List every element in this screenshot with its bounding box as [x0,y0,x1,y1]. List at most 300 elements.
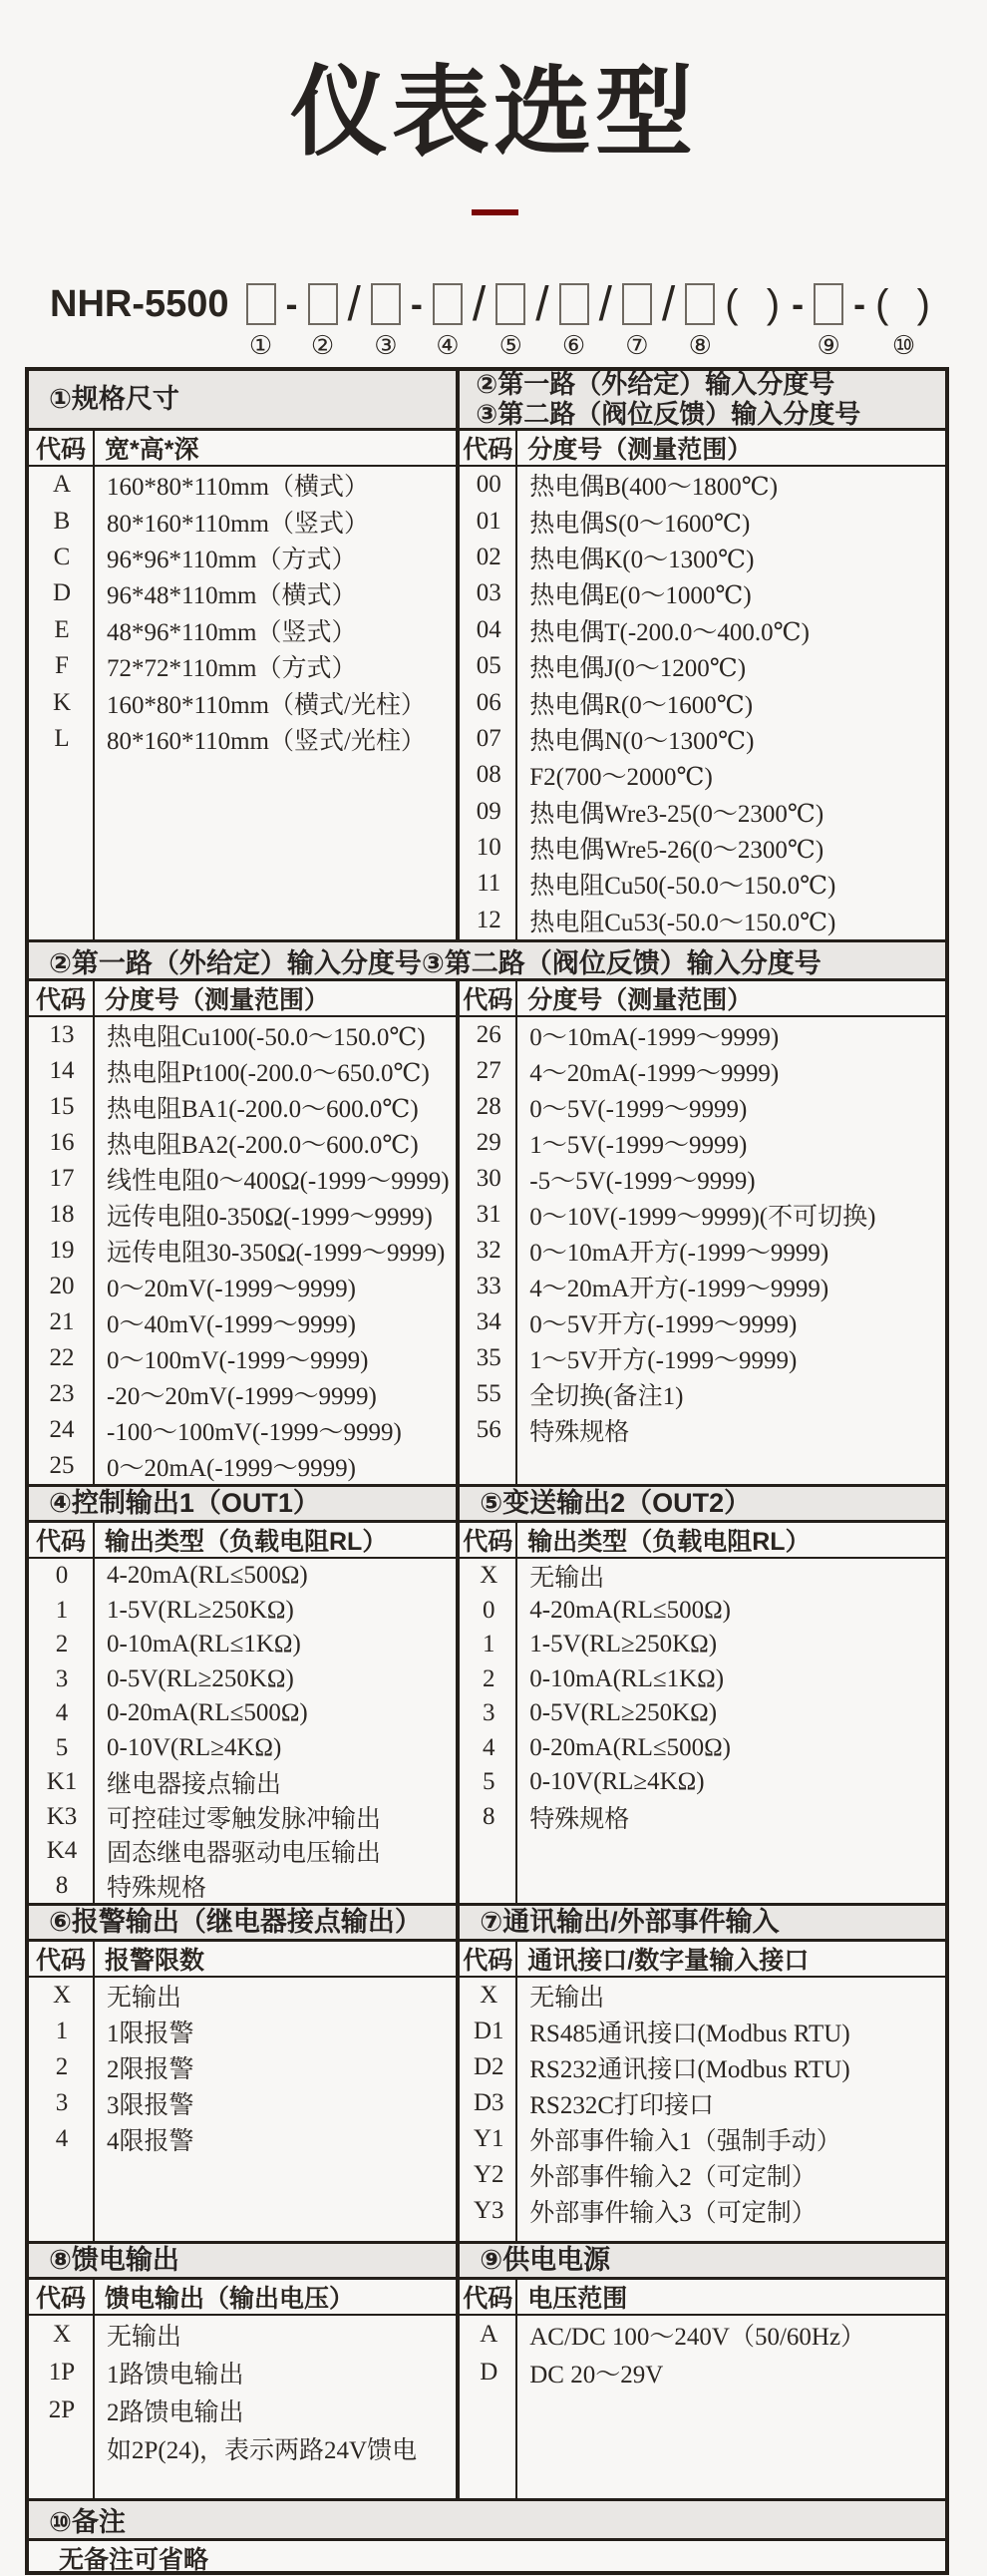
table-row [29,2392,456,2429]
section-title-text: ⑦通讯输出/外部事件输入 [480,1907,780,1938]
column-header-desc: 输出类型（负载电阻RL） [527,1528,811,1556]
model-separator: - [853,283,866,324]
selection-table [25,367,949,2575]
section-title-text: ⑧馈电输出 [49,2245,179,2276]
table-body [29,1017,456,1484]
table-row [29,1834,456,1869]
model-position-label: ⑤ [498,331,522,361]
row-code-cell: 0 [55,1562,69,1590]
row-code-cell: D [480,2359,498,2386]
row-code-cell: 25 [49,1452,75,1479]
row-desc-cell: 0～5V开方(-1999～9999) [529,1311,798,1338]
model-token [433,283,463,361]
column-header-code: 代码 [29,981,95,1015]
row-code-cell: A [480,2321,498,2348]
row-desc-cell: 热电偶K(0～1300℃) [529,546,755,573]
table-row [460,1662,945,1697]
column-header-code: 代码 [29,2280,95,2314]
row-code-cell: Y2 [473,2161,504,2188]
model-code-line [0,277,987,361]
column-header-desc: 馈电输出（输出电压） [105,2285,355,2313]
table-body [29,2316,456,2498]
row-desc-cell: 0-5V(RL≥250KΩ) [529,1699,718,1727]
table-row [460,684,945,720]
row-desc-cell: 0～10V(-1999～9999)(不可切换) [529,1204,876,1231]
row-desc-cell: 80*160*110mm（竖式） [107,510,369,538]
model-token [286,283,298,325]
table-row [460,1731,945,1766]
table-row [29,540,456,575]
row-desc-cell: 160*80*110mm（横式/光柱） [107,691,426,719]
model-token [308,283,338,361]
table-row [460,2049,945,2085]
row-code-cell: D [52,579,72,607]
table-row [460,1197,945,1233]
row-code-cell: 03 [476,579,501,607]
model-token [598,277,612,331]
table-row [460,1559,945,1594]
row-code-cell: 20 [49,1273,75,1299]
model-code-box [622,283,652,325]
table-row [29,1448,456,1484]
row-code-cell: 1P [48,2359,76,2386]
row-desc-cell: 2路馈电输出 [107,2399,244,2426]
table-row [29,1053,456,1089]
table-row [29,1412,456,1448]
table-row [460,1978,945,2014]
row-code-cell: E [54,615,70,643]
row-code-cell: 33 [476,1273,501,1299]
row-code-cell: 2 [55,2053,69,2080]
table-row [29,2085,456,2121]
table-row [29,1765,456,1800]
table-row [460,1233,945,1269]
row-desc-cell: 热电偶R(0～1600℃) [529,691,754,719]
section-alarm-output [29,1906,456,2241]
row-code-cell: 06 [476,688,501,716]
row-code-cell: X [52,2321,72,2348]
red-divider [472,209,518,215]
remarks-note: 无备注可省略 [59,2546,209,2574]
input-scale-right [456,981,945,1484]
section-feed-output [29,2244,456,2498]
section-alarm-and-comms [29,1903,945,2241]
row-desc-cell: 热电偶T(-200.0～400.0℃) [529,618,810,646]
table-row [460,1269,945,1304]
table-row [460,2085,945,2121]
table-row [460,612,945,648]
section-control-output-1 [29,1487,456,1903]
model-separator: ( ) [725,281,783,326]
model-code-box [685,283,715,325]
row-desc-cell: 0-20mA(RL≤500Ω) [529,1733,731,1761]
section-title-text: ⑤变送输出2（OUT2） [480,1488,752,1519]
row-desc-cell: 4限报警 [107,2128,194,2155]
table-row [460,1376,945,1412]
table-row [29,1197,456,1233]
row-desc-cell: 热电阻BA2(-200.0～600.0℃) [107,1132,419,1159]
row-code-cell: K4 [46,1837,78,1865]
row-desc-cell: 1-5V(RL≥250KΩ) [529,1631,718,1658]
model-separator: - [410,283,423,324]
column-header-row [460,2280,945,2316]
model-code-box [495,283,525,325]
row-desc-cell: 无输出 [529,1985,605,2012]
row-desc-cell: 外部事件输入3（可定制） [529,2200,817,2227]
model-separator: - [792,283,805,324]
row-code-cell: 17 [49,1165,75,1192]
table-row [460,794,945,830]
row-code-cell: 2 [55,1631,69,1658]
row-desc-cell: 1～5V开方(-1999～9999) [529,1347,798,1374]
table-row [29,648,456,684]
model-token [495,283,525,361]
row-code-cell: 34 [476,1308,501,1335]
section-title-text: ④控制输出1（OUT1） [49,1488,320,1519]
row-desc-cell: 外部事件输入2（可定制） [529,2164,817,2191]
model-separator: - [285,283,298,324]
row-desc-cell: 0～10mA(-1999～9999) [529,1024,780,1051]
row-desc-cell: 外部事件输入1（强制手动） [529,2128,841,2155]
column-header-row [29,431,456,467]
model-position-label: ⑨ [817,331,840,361]
column-header-code: 代码 [29,431,95,465]
row-code-cell: 55 [476,1380,501,1407]
section-input-scale-2 [29,939,945,1484]
section-title [29,371,456,431]
column-header-desc: 分度号（测量范围） [527,986,753,1014]
model-position-label: ② [310,331,335,361]
table-row [29,721,456,757]
row-code-cell: 1 [55,1596,69,1624]
row-code-cell: Y1 [473,2125,504,2152]
table-row [29,684,456,720]
section-title-line2: ③第二路（阀位反馈）输入分度号 [476,398,861,429]
model-code-box [559,283,589,325]
row-desc-cell: 0～20mA(-1999～9999) [107,1455,356,1482]
model-position-label: ⑦ [625,331,649,361]
row-code-cell: D2 [473,2053,504,2080]
column-header-row [460,1523,945,1559]
table-row [460,1412,945,1448]
table-row [29,1731,456,1766]
table-row [29,612,456,648]
table-row [460,1765,945,1800]
row-desc-cell: 1-5V(RL≥250KΩ) [107,1596,294,1624]
table-row [460,757,945,793]
table-row [29,2014,456,2049]
table-row [29,1304,456,1340]
row-desc-cell: 热电阻Cu53(-50.0～150.0℃) [529,909,836,936]
row-desc-cell: RS232C打印接口 [529,2092,715,2119]
row-code-cell: 2P [48,2396,76,2423]
model-token [246,283,276,361]
table-row [29,1662,456,1697]
section-title: ⑩备注 [29,2501,945,2541]
row-code-cell: 4 [483,1733,495,1761]
table-row [29,1017,456,1053]
row-code-cell: 8 [483,1802,495,1830]
column-header-desc: 电压范围 [527,2285,628,2313]
row-desc-cell: 96*48*110mm（横式） [107,582,357,610]
row-code-cell: 27 [476,1057,501,1084]
row-desc-cell: 特殊规格 [529,1805,630,1833]
table-row [460,2121,945,2157]
row-code-cell: 01 [476,507,501,535]
table-row [460,1340,945,1376]
row-desc-cell: 0～10mA开方(-1999～9999) [529,1240,829,1267]
row-desc-cell: RS485通讯接口(Modbus RTU) [529,2021,850,2047]
column-header-desc: 分度号（测量范围） [105,986,330,1014]
row-desc-cell: 0～5V(-1999～9999) [529,1096,748,1123]
row-code-cell: 05 [476,652,501,680]
row-desc-cell: 0～100mV(-1999～9999) [107,1347,369,1374]
row-code-cell: 29 [476,1129,501,1156]
model-position-label: ⑩ [891,331,916,361]
row-code-cell: F [55,652,69,680]
section-title-line1: ②第一路（外给定）输入分度号 [476,369,835,400]
model-code-box [308,283,338,325]
row-desc-cell: 热电偶B(400～1800℃) [529,474,779,502]
section-transmit-output-2 [456,1487,945,1903]
row-code-cell: D1 [473,2018,504,2044]
table-body [460,1559,945,1903]
table-row [460,2354,945,2392]
model-token [622,283,652,361]
column-header-row [29,1523,456,1559]
row-desc-cell: 0-10V(RL≥4KΩ) [107,1733,282,1761]
row-desc-cell: 1～5V(-1999～9999) [529,1132,748,1159]
row-code-cell: 13 [49,1021,75,1048]
model-code-box [246,283,276,325]
table-row [29,1978,456,2014]
row-desc-cell: 特殊规格 [529,1419,630,1446]
row-code-cell: 3 [55,2089,69,2116]
table-row [460,1161,945,1197]
table-body [29,1559,456,1903]
model-separator: / [535,277,549,331]
input-scale-left [29,981,456,1484]
row-code-cell: 31 [476,1201,501,1228]
table-row [29,1559,456,1594]
row-code-cell: 09 [476,797,501,825]
row-code-cell: 32 [476,1237,501,1264]
row-desc-cell: 80*160*110mm（竖式/光柱） [107,727,426,755]
row-code-cell: 22 [49,1344,75,1371]
row-code-cell: 3 [55,1664,69,1692]
row-code-cell: 1 [55,2018,69,2044]
row-desc-cell: 可控硅过零触发脉冲输出 [107,1805,382,1833]
model-token [411,283,423,325]
section-title-text: ⑨供电电源 [480,2245,611,2276]
row-desc-cell: 0-10V(RL≥4KΩ) [529,1768,705,1796]
row-desc-cell: 160*80*110mm（横式） [107,474,369,502]
column-header-code: 代码 [460,1942,517,1976]
row-desc-cell: 4-20mA(RL≤500Ω) [107,1562,308,1590]
section-title [460,2244,945,2280]
table-row [460,1089,945,1125]
row-code-cell: 4 [55,2125,69,2152]
column-header-code: 代码 [29,1942,95,1976]
column-header-row [460,981,945,1017]
row-desc-cell: 固态继电器驱动电压输出 [107,1840,382,1868]
section-outputs [29,1484,945,1903]
page-title: 仪表选型 [289,57,697,167]
row-desc-cell: 热电偶E(0～1000℃) [529,582,752,610]
row-code-cell: A [52,471,72,499]
row-desc-cell: 0～20mV(-1999～9999) [107,1276,356,1302]
row-desc-cell: 0～40mV(-1999～9999) [107,1311,356,1338]
section-title-text: ⑥报警输出（继电器接点输出） [49,1907,422,1938]
row-desc-cell: 4～20mA(-1999～9999) [529,1060,780,1087]
column-header-code: 代码 [460,981,517,1015]
row-desc-cell: 2限报警 [107,2056,194,2083]
row-desc-cell: 继电器接点输出 [107,1771,282,1799]
row-desc-cell: 0-20mA(RL≤500Ω) [107,1699,308,1727]
column-header-row [460,431,945,467]
row-code-cell: 2 [483,1664,495,1692]
table-row [29,1628,456,1662]
model-token [725,283,782,325]
table-body [460,467,945,939]
row-code-cell: K [52,688,72,716]
model-token [685,283,715,361]
table-row [29,2429,456,2467]
table-row [29,1233,456,1269]
row-desc-cell: -5～5V(-1999～9999) [529,1168,756,1195]
table-row [460,2193,945,2229]
table-row [29,2049,456,2085]
row-code-cell: B [53,507,71,535]
row-desc-cell: 72*72*110mm（方式） [107,655,357,683]
column-header-row [29,2280,456,2316]
row-desc-cell: 远传电阻30-350Ω(-1999～9999) [107,1240,446,1267]
model-token [472,277,487,331]
table-row [460,1800,945,1835]
table-row [29,1696,456,1731]
row-desc-cell: 0-10mA(RL≤1KΩ) [529,1664,725,1692]
row-code-cell: D3 [473,2089,504,2116]
table-row [460,1053,945,1089]
row-desc-cell: 96*96*110mm（方式） [107,546,357,573]
section-feed-and-power [29,2241,945,2498]
section-remarks [29,2498,945,2574]
row-code-cell: 56 [476,1416,501,1443]
section-title [460,371,945,431]
row-code-cell: 10 [476,834,501,862]
row-desc-cell: 热电偶Wre3-25(0～2300℃) [529,800,824,828]
table-row [460,648,945,684]
row-desc-cell: 热电偶Wre5-26(0～2300℃) [529,837,824,865]
column-header-row [460,1942,945,1978]
table-row [29,1340,456,1376]
row-code-cell: 07 [476,724,501,752]
table-row [460,575,945,611]
row-code-cell: 08 [476,761,501,789]
section-title [29,1487,456,1523]
model-token [875,283,932,361]
table-row [29,1125,456,1161]
table-row [29,1161,456,1197]
model-separator: / [598,277,612,331]
row-code-cell: 23 [49,1380,75,1407]
table-row [29,1376,456,1412]
row-desc-cell: 热电偶S(0～1600℃) [529,510,751,538]
model-tokens [241,277,937,361]
table-row [460,1594,945,1629]
row-desc-cell: -20～20mV(-1999～9999) [107,1383,377,1410]
row-desc-cell: 1路馈电输出 [107,2362,244,2389]
row-code-cell: 02 [476,543,501,570]
table-row [460,1628,945,1662]
section-input-scale-1 [456,371,945,939]
model-separator: / [661,277,676,331]
row-desc-cell: 特殊规格 [107,1874,207,1902]
model-position-label: ⑧ [688,331,712,361]
model-token [853,283,865,325]
section-title [29,1906,456,1942]
row-code-cell: 26 [476,1021,501,1048]
table-row [460,903,945,938]
table-row [460,866,945,902]
row-desc-cell: 热电阻BA1(-200.0～600.0℃) [107,1096,419,1123]
row-code-cell: 1 [483,1631,495,1658]
model-position-label: ④ [436,331,460,361]
row-desc-cell: 0-5V(RL≥250KΩ) [107,1664,294,1692]
column-header-code: 代码 [460,1523,517,1557]
row-code-cell: 04 [476,615,501,643]
table-body [460,2316,945,2498]
column-header-code: 代码 [29,1523,95,1557]
row-desc-cell: 48*96*110mm（竖式） [107,618,357,646]
row-desc-cell: 热电阻Pt100(-200.0～650.0℃) [107,1060,430,1087]
row-code-cell: K1 [46,1768,78,1796]
row-desc-cell: 如2P(24)，表示两路24V馈电 [107,2437,418,2464]
section-power-supply [456,2244,945,2498]
row-code-cell: 24 [49,1416,75,1443]
table-row [460,1017,945,1053]
model-token [535,277,549,331]
row-code-cell: 19 [49,1237,75,1264]
row-code-cell: 35 [476,1344,501,1371]
row-code-cell: 5 [55,1733,69,1761]
model-prefix: NHR-5500 [50,282,229,325]
row-desc-cell: -100～100mV(-1999～9999) [107,1419,402,1446]
row-code-cell: X [52,1982,72,2009]
table-row [29,503,456,539]
column-header-row [29,1942,456,1978]
model-position-label: ③ [374,331,398,361]
row-desc-cell: 全切换(备注1) [529,1383,684,1410]
table-body [460,1017,945,1484]
row-desc-cell: 远传电阻0-350Ω(-1999～9999) [107,1204,433,1231]
row-desc-cell: 4～20mA开方(-1999～9999) [529,1276,829,1302]
table-row [29,1089,456,1125]
column-header-desc: 输出类型（负载电阻RL） [105,1528,388,1556]
row-code-cell: 15 [49,1093,75,1120]
row-desc-cell: RS232通讯接口(Modbus RTU) [529,2056,850,2083]
table-body [29,1978,456,2241]
row-code-cell: 14 [49,1057,75,1084]
table-row [460,2157,945,2193]
model-separator: ( ) [875,281,932,326]
row-desc-cell: F2(700～2000℃) [529,764,713,792]
model-token [814,283,843,361]
column-header-desc: 宽*高*深 [105,436,199,464]
row-desc-cell: AC/DC 100～240V（50/60Hz） [529,2324,866,2351]
table-row [29,2316,456,2354]
table-row [460,721,945,757]
